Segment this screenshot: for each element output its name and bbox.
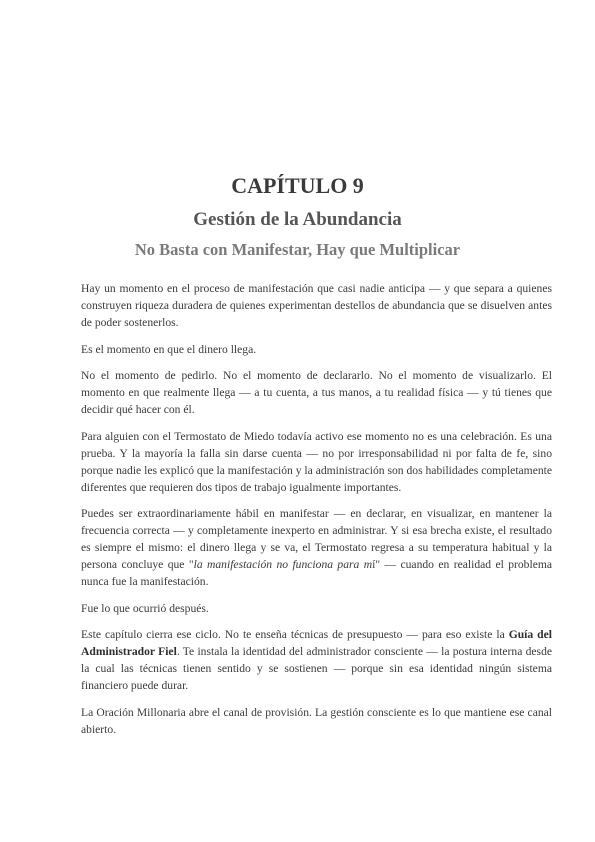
- paragraph-7-text-end: . Te instala la identidad del administrador consciente — la postura interna desde la cual las técnicas tienen sentido y se sostienen — porque sin esa identidad ningún sistema financiero puede durar.: [81, 645, 553, 692]
- chapter-body: [81, 280, 552, 747]
- paragraph-8: La Oración Millonaria abre el canal de provisión. La gestión consciente es lo que mantiene ese canal abierto.: [81, 705, 552, 736]
- guide-title: Guía del Administrador Fiel: [81, 628, 552, 658]
- paragraph-4: Para alguien con el Termostato de Miedo todavía activo ese momento no es una celebración. Es una prueba. Y la mayoría la falla sin darse cuenta — no por irresponsabilidad ni por falta de fe, sino porque nadie les explicó que la manifestación y la administración son dos habilidades completamente diferentes que requieren dos tipos de trabajo igualmente importantes.: [81, 429, 553, 494]
- paragraph-2: Es el momento en que el dinero llega.: [81, 342, 257, 356]
- chapter-subtitle: No Basta con Manifestar, Hay que Multiplicar: [134, 240, 461, 259]
- chapter-title: Gestión de la Abundancia: [193, 209, 402, 230]
- chapter-heading-block: [0, 172, 595, 261]
- paragraph-5-text: Puedes ser extraordinariamente hábil en manifestar — en declarar, en visualizar, en mantener la frecuencia correcta — y completamente inexperto en administrar. Y si esa brecha existe, el resultado es siempre el mismo: el dinero llega y se va, el Termostato regresa a su temperatura habitual y la persona concluye que ": [81, 507, 552, 571]
- chapter-number: CAPÍTULO 9: [231, 173, 364, 198]
- paragraph-1: Hay un momento en el proceso de manifestación que casi nadie anticipa — y que separa a quienes construyen riqueza duradera de quienes experimentan destellos de abundancia que se disuelven antes de poder sostenerlos.: [81, 282, 552, 329]
- paragraph-5: [81, 505, 552, 590]
- paragraph-5-text-end: " — cuando en realidad el problema nunca fue la manifestación.: [81, 558, 553, 588]
- paragraph-6: Fue lo que ocurrió después.: [81, 601, 209, 615]
- quoted-phrase: la manifestación no funciona para m: [193, 558, 373, 571]
- paragraph-3: No el momento de pedirlo. No el momento de declararlo. No el momento de visualizarlo. El momento en que realmente llega — a tu cuenta, a tus manos, a tu realidad física — y tú tienes que decidir qué hacer con él.: [81, 369, 552, 416]
- paragraph-7-text: Este capítulo cierra ese ciclo. No te enseña técnicas de presupuesto — para eso existe la: [81, 628, 509, 641]
- quoted-phrase-end: í: [372, 558, 376, 571]
- paragraph-7: [81, 626, 552, 694]
